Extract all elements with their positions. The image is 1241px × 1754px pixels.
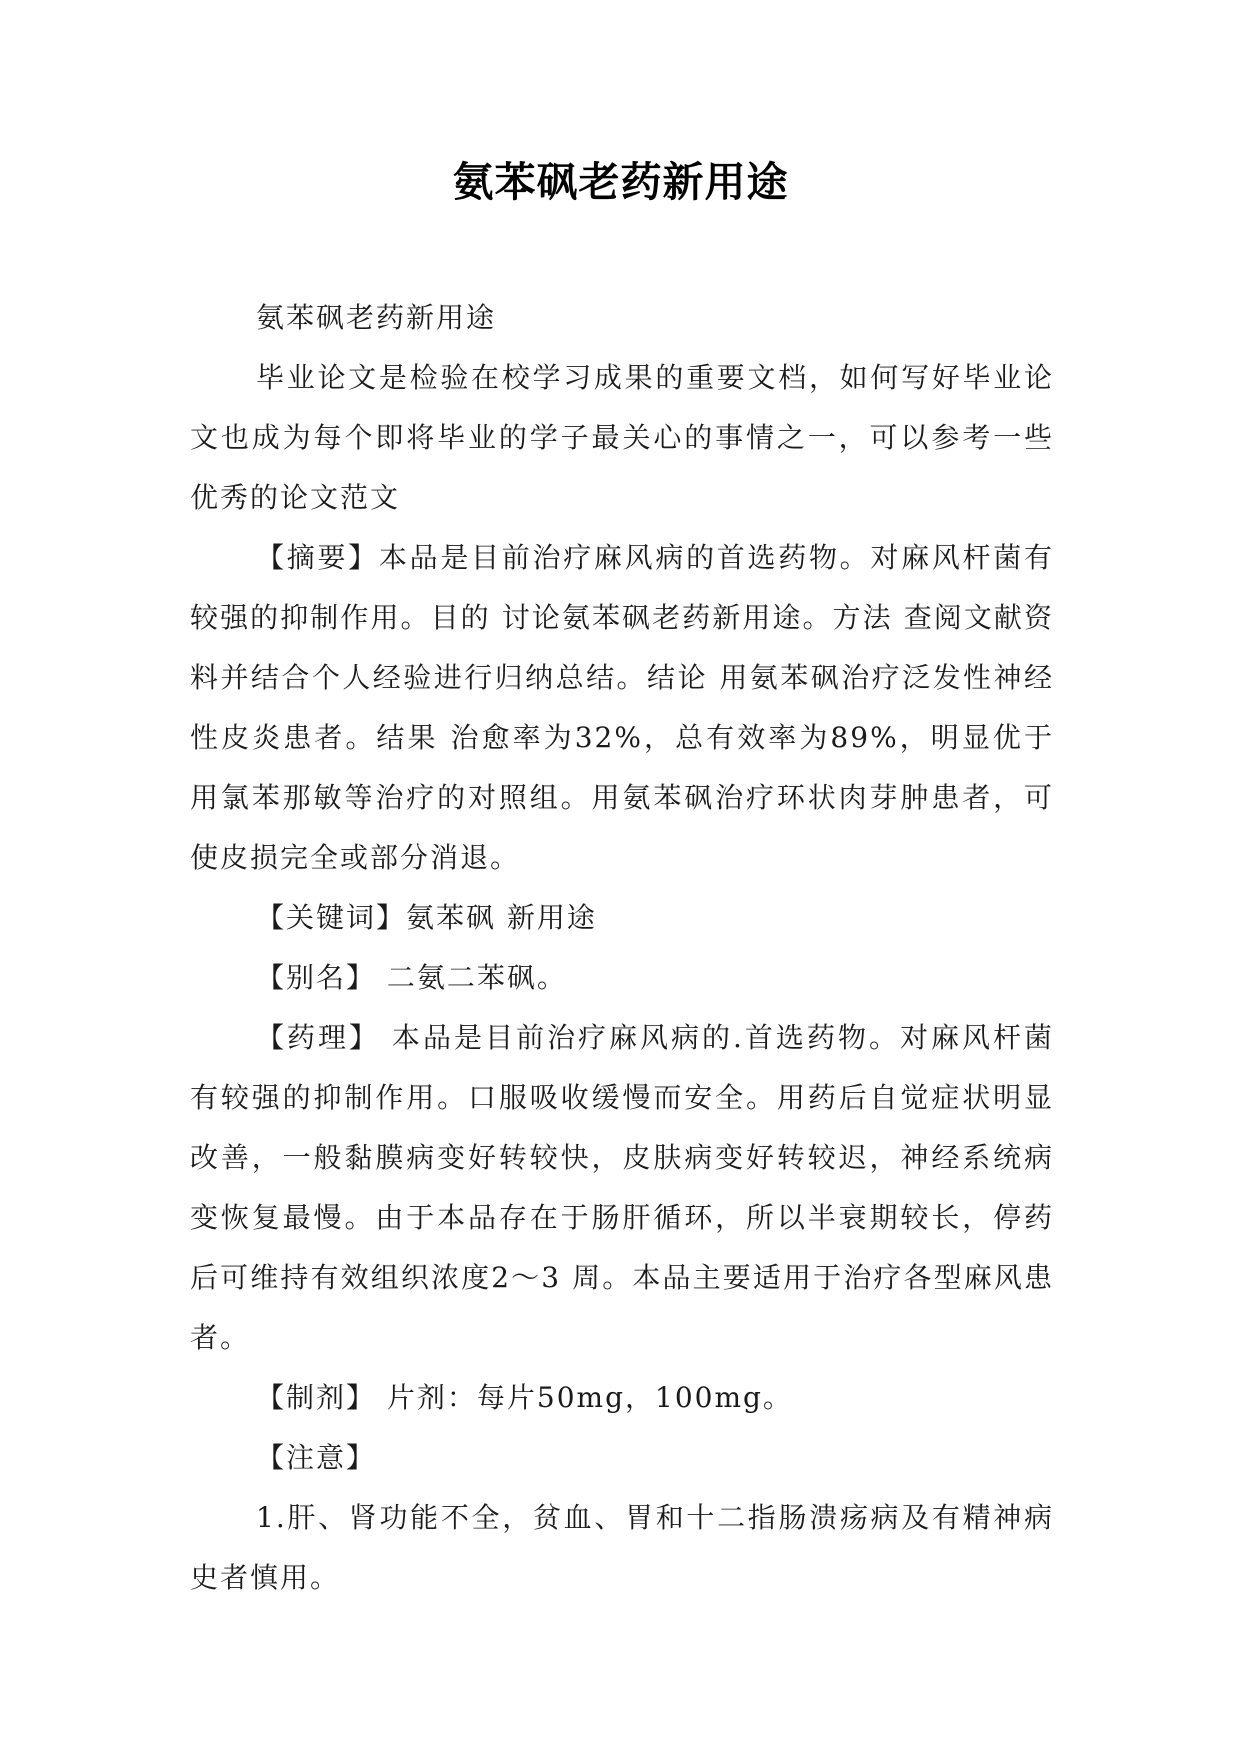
paragraph-precautions-heading: 【注意】 <box>256 1441 377 1474</box>
paragraph-heading-repeat: 氨苯砜老药新用途 <box>256 301 497 334</box>
paragraph-pharmacology: 【药理】 本品是目前治疗麻风病的.首选药物。对麻风杆菌有较强的抑制作用。口服吸收缓慢而安全。用药后自觉症状明显改善，一般黏膜病变好转较快，皮肤病变好转较迟，神经系统病变恢复最慢。由于本品存在于肠肝循环，所以半衰期较长，停药后可维持有效组织浓度2～3 周。本品主要适用于治疗各型麻风患者。 <box>190 1021 1054 1354</box>
paragraph-preparation: 【制剂】 片剂：每片50mg，100mg。 <box>256 1381 793 1414</box>
paragraph-abstract: 【摘要】本品是目前治疗麻风病的首选药物。对麻风杆菌有较强的抑制作用。目的 讨论氨苯砜老药新用途。方法 查阅文献资料并结合个人经验进行归纳总结。结论 用氨苯砜治疗泛发性神经性皮炎患者。结果 治愈率为32%，总有效率为89%，明显优于用氯苯那敏等治疗的对照组。用氨苯砜治疗环状肉芽肿患者，可使皮损完全或部分消退。 <box>190 541 1054 874</box>
document-body <box>190 288 1054 1608</box>
paragraph-precaution-item-1: 1.肝、肾功能不全，贫血、胃和十二指肠溃疡病及有精神病史者慎用。 <box>190 1501 1054 1594</box>
document-title: 氨苯砜老药新用途 <box>452 158 789 206</box>
paragraph-intro: 毕业论文是检验在校学习成果的重要文档，如何写好毕业论文也成为每个即将毕业的学子最关心的事情之一，可以参考一些优秀的论文范文 <box>190 361 1054 514</box>
paragraph-keywords: 【关键词】氨苯砜 新用途 <box>256 901 597 934</box>
paragraph-alias: 【别名】 二氨二苯砜。 <box>256 961 567 994</box>
